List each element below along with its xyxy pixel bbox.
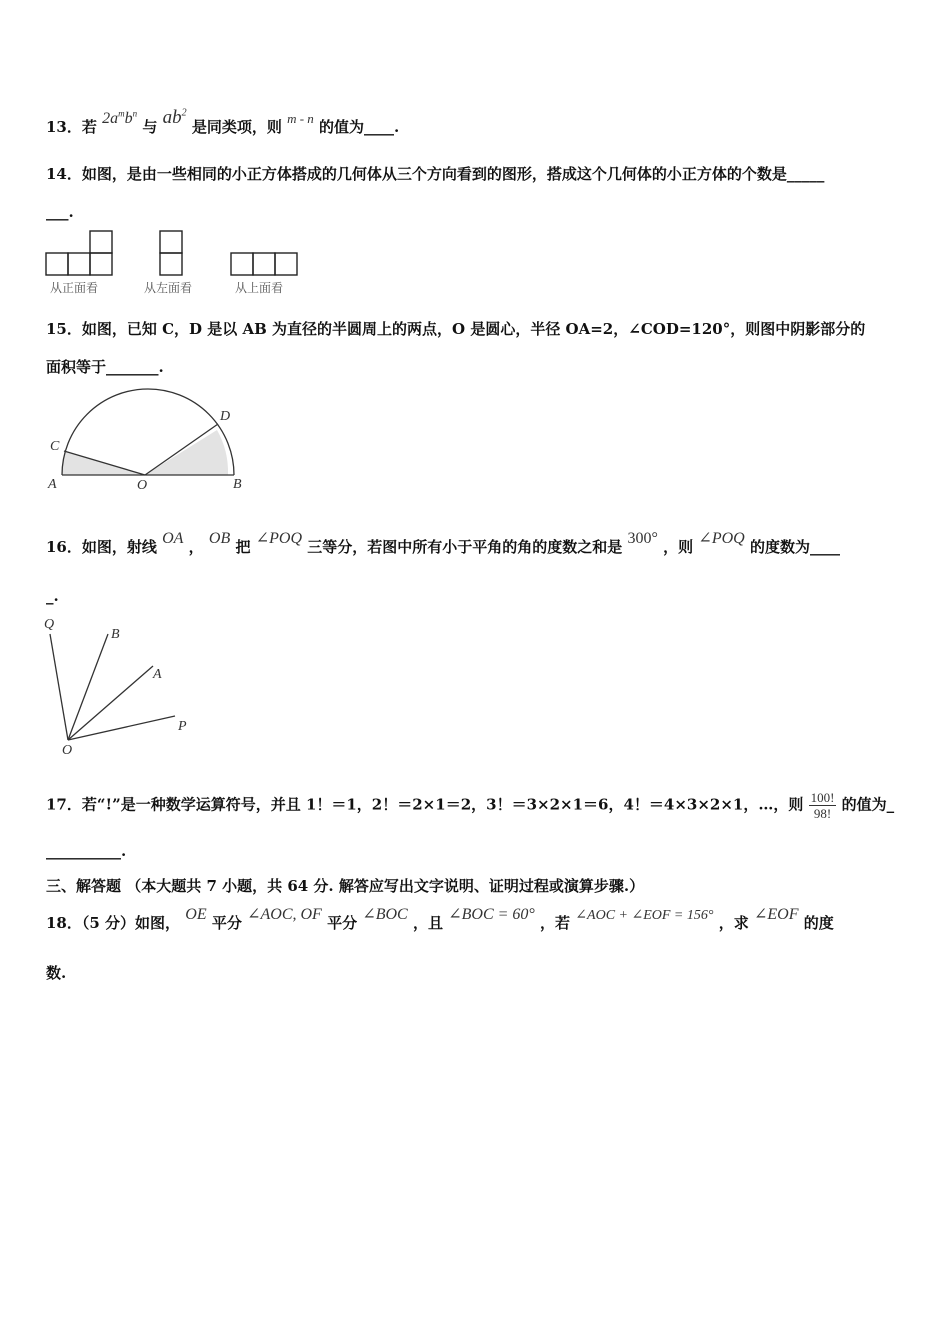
q14-three-views-figure xyxy=(44,228,304,278)
label-p: P xyxy=(178,719,187,734)
question-13 xyxy=(46,107,400,138)
q18-text-5: ，求 xyxy=(718,914,749,932)
question-15-line2: 面积等于_______. xyxy=(46,358,164,376)
caption-front-view: 从正面看 xyxy=(50,281,99,295)
q16-comma: ， xyxy=(188,538,204,556)
q16-text-4: 的度数为____ xyxy=(749,538,840,556)
q13-expr3: m - n xyxy=(287,111,314,126)
top-view xyxy=(231,253,297,275)
label-d: D xyxy=(220,409,231,424)
q16-number: 16．如图，射线 xyxy=(46,538,157,556)
ray-ob xyxy=(68,634,108,740)
label-q: Q xyxy=(44,617,55,632)
label-a: A xyxy=(153,667,162,682)
left-view xyxy=(160,231,182,275)
question-16-line2: _. xyxy=(46,587,59,605)
question-17 xyxy=(46,790,894,821)
q16-text-2: 三等分，若图中所有小于平角的角的度数之和是 xyxy=(307,538,623,556)
q18-aoc-of: ∠AOC, OF xyxy=(247,906,322,923)
q15-semicircle-figure xyxy=(42,382,252,494)
q18-boc-60: ∠BOC = 60° xyxy=(448,906,535,923)
q13-text-3: 的值为____. xyxy=(319,118,400,136)
section-3-title: 三、解答题 （本大题共 7 小题，共 64 分. 解答应写出文字说明、证明过程或演算步骤.） xyxy=(46,877,645,895)
q16-ba: 把 xyxy=(235,538,251,556)
q18-text-1: 平分 xyxy=(211,914,242,932)
question-14-line1: 14．如图，是由一些相同的小正方体搭成的几何体从三个方向看到的图形，搭成这个几何体的小正方体的个数是_____ xyxy=(46,165,825,183)
q13-text-2: 是同类项，则 xyxy=(191,118,282,136)
q18-text-4: ，若 xyxy=(540,914,571,932)
label-b: B xyxy=(233,477,242,492)
q16-text-3: ，则 xyxy=(663,538,694,556)
q13-number: 13．若 xyxy=(46,118,97,136)
q16-poq-2: ∠POQ xyxy=(698,530,745,547)
q16-rays-figure xyxy=(40,612,200,757)
question-14-line2: ___. xyxy=(46,203,74,221)
ray-oa xyxy=(68,666,153,740)
q17-fraction xyxy=(809,790,837,821)
q13-expr1: $2a^mb^n$ xyxy=(102,108,138,127)
q18-text-2: 平分 xyxy=(327,914,358,932)
label-o: O xyxy=(62,743,73,757)
q17-fraction-numerator: 100! xyxy=(810,790,835,805)
question-15-line1: 15．如图，已知 C，D 是以 AB 为直径的半圆周上的两点，O 是圆心，半径 OA=2，∠COD=120°，则图中阴影部分的 xyxy=(46,320,866,338)
q18-text-3: ，且 xyxy=(412,914,443,932)
label-b: B xyxy=(111,627,120,642)
label-c: C xyxy=(50,439,60,454)
q13-text-with: 与 xyxy=(142,118,158,136)
ray-oq xyxy=(50,634,68,740)
q18-oe: OE xyxy=(185,906,207,923)
label-o: O xyxy=(137,478,148,493)
q18-sum: ∠AOC + ∠EOF = 156° xyxy=(575,908,714,923)
q16-ob: OB xyxy=(208,530,231,547)
caption-left-view: 从左面看 xyxy=(144,281,193,295)
label-a: A xyxy=(48,477,57,492)
question-18 xyxy=(46,906,834,933)
question-16 xyxy=(46,530,840,557)
q17-text-2: 的值为_ xyxy=(841,795,895,814)
q18-number: 18．（5 分）如图， xyxy=(46,914,181,932)
q16-poq: ∠POQ xyxy=(255,530,303,547)
q18-eof: ∠EOF xyxy=(753,906,799,923)
q13-expr2: $ab^2$ xyxy=(162,107,187,128)
q16-oa: OA xyxy=(162,530,184,547)
front-view xyxy=(46,231,112,275)
question-17-line2: __________. xyxy=(46,842,127,860)
q18-text-6: 的度 xyxy=(803,914,834,932)
caption-top-view: 从上面看 xyxy=(235,281,284,295)
q18-boc: ∠BOC xyxy=(362,906,408,923)
shaded-region-right xyxy=(145,430,228,475)
q17-text-1: 17．若“!”是一种数学运算符号，并且 1！＝1，2！＝2×1＝2，3！＝3×2×1＝6，4！＝4×3×2×1，…，则 xyxy=(46,795,804,814)
q16-degree: 300° xyxy=(627,530,658,547)
q17-fraction-denominator: 98! xyxy=(813,806,832,821)
ray-op xyxy=(68,716,175,740)
question-18-line2: 数. xyxy=(46,964,67,982)
